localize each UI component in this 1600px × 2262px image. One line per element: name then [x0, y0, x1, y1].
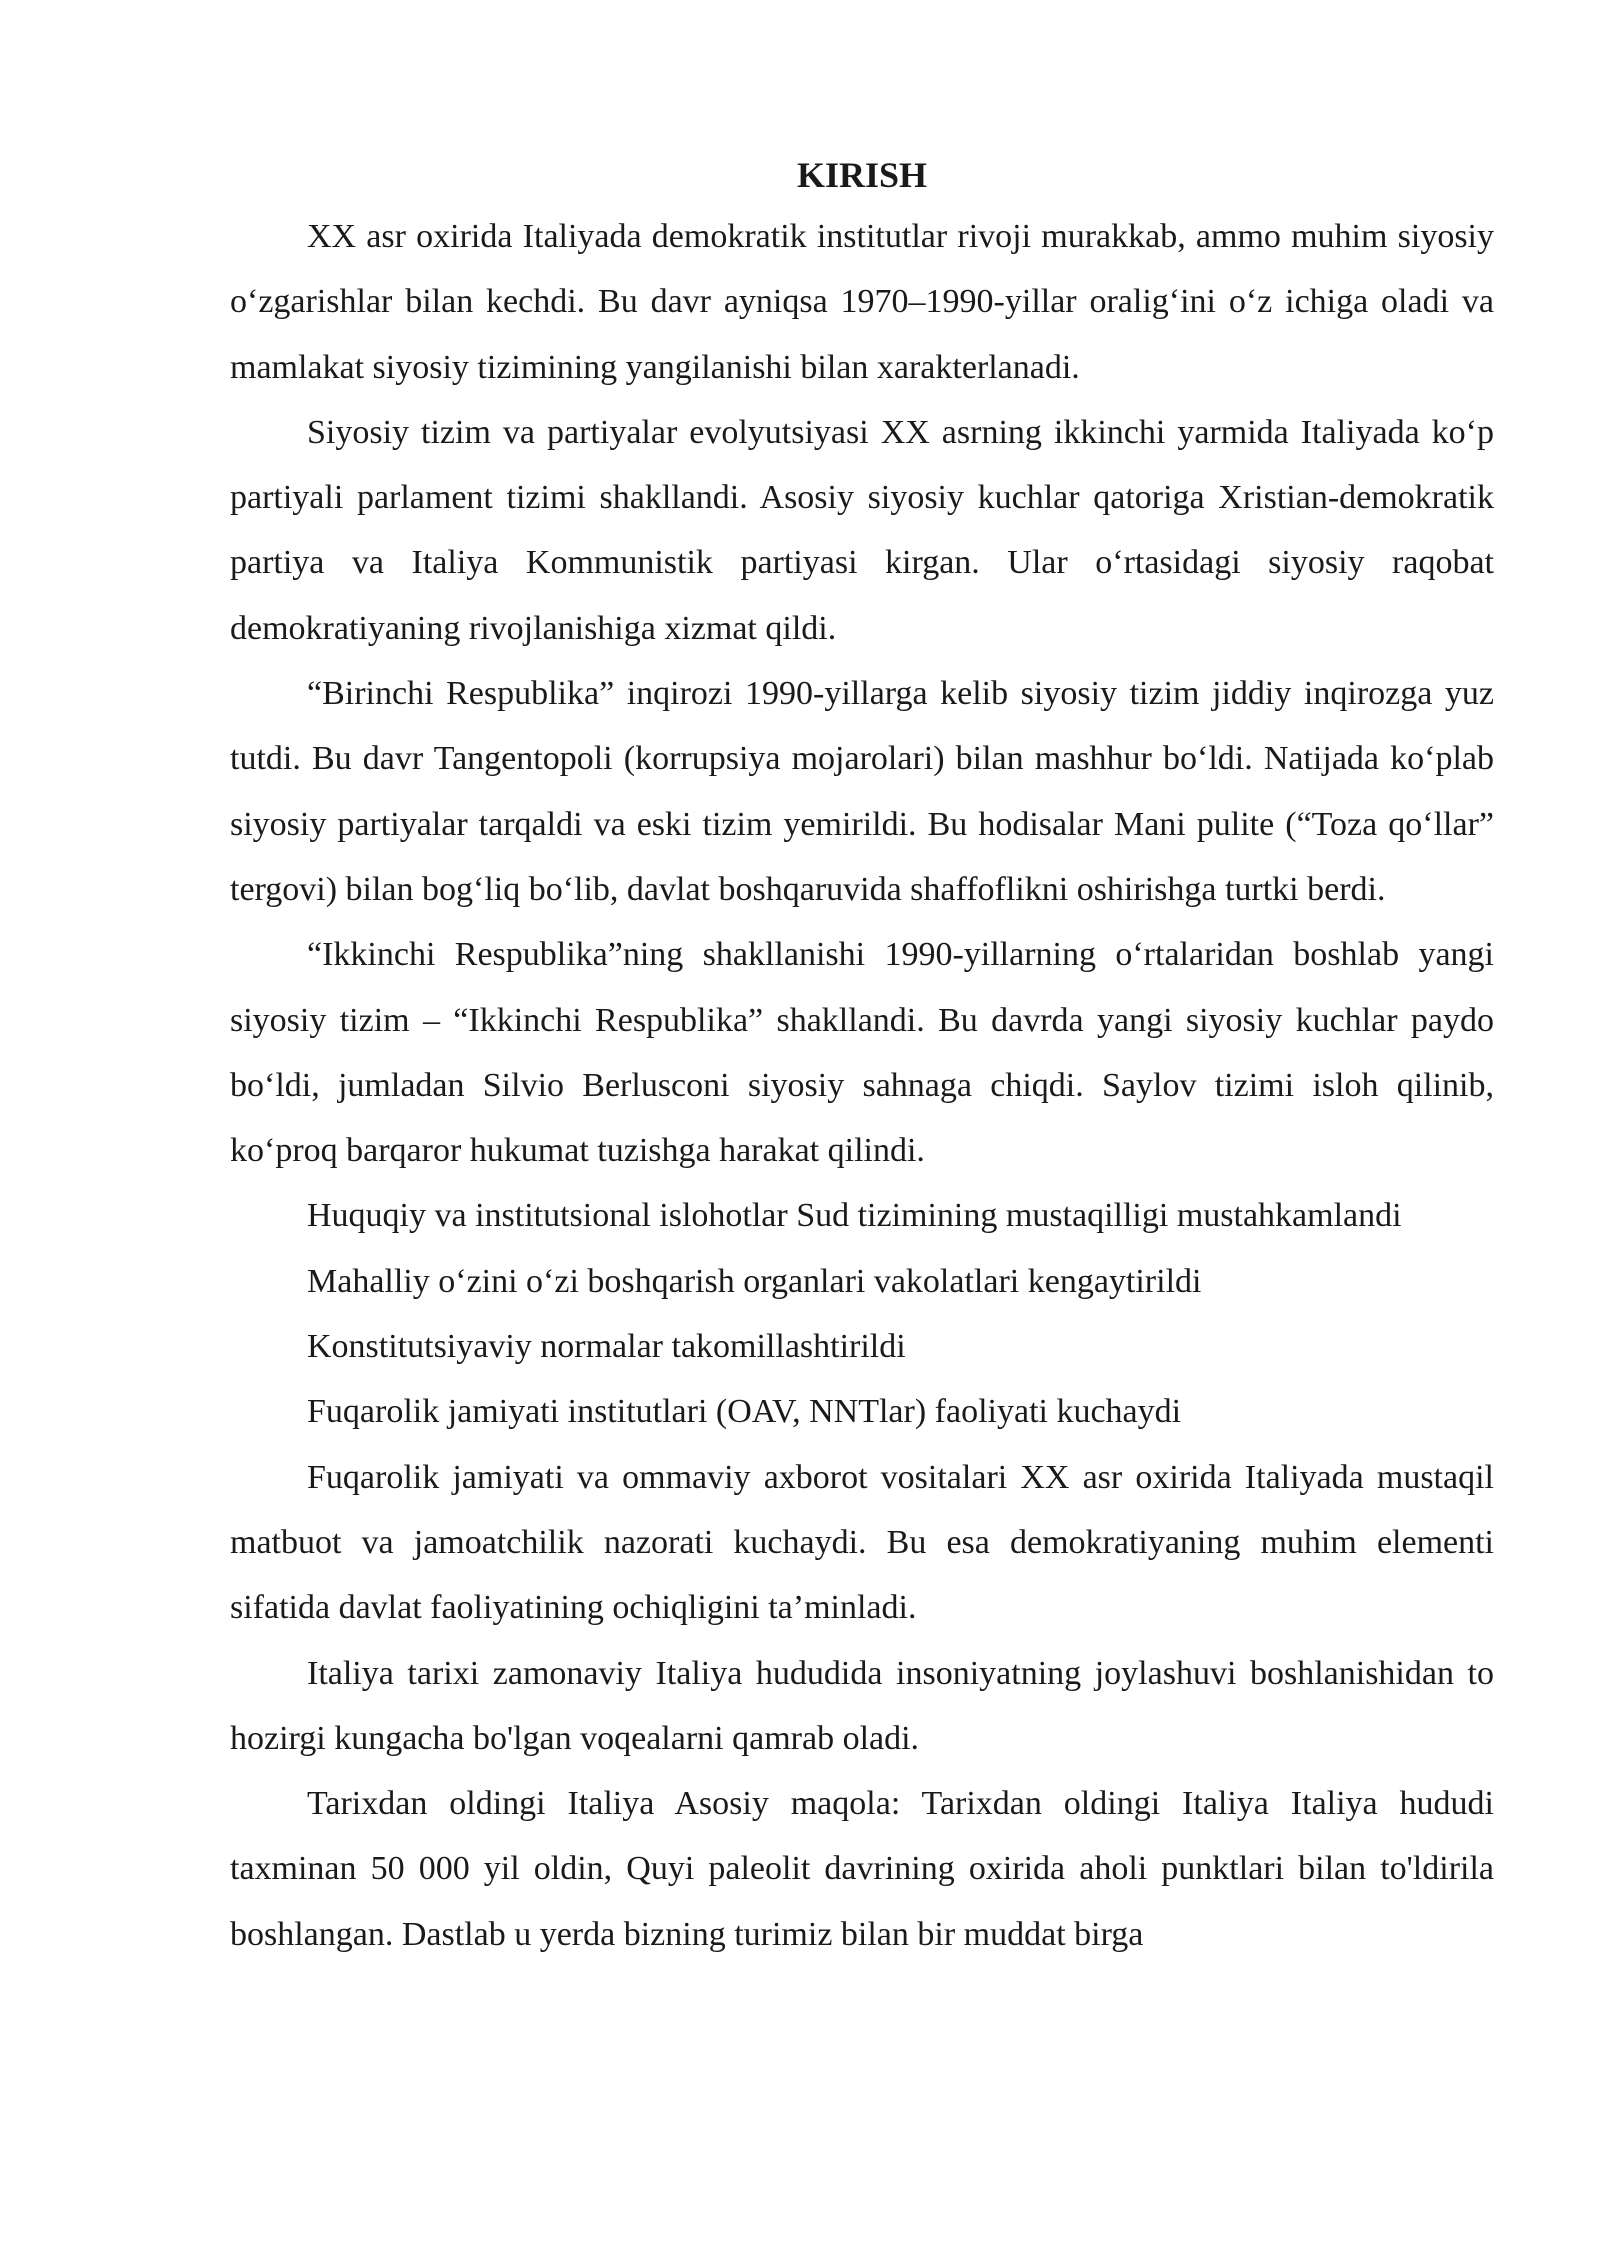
paragraph: Mahalliy o‘zini o‘zi boshqarish organlari vakolatlari kengaytirildi — [307, 1262, 1202, 1300]
paragraph: Fuqarolik jamiyati institutlari (OAV, NNTlar) faoliyati kuchaydi — [307, 1393, 1182, 1431]
document-page — [230, 150, 1494, 1967]
paragraph: Fuqarolik jamiyati va ommaviy axborot vositalari XX asr oxirida Italiyada mustaqil matbuot va jamoatchilik nazorati kuchaydi. Bu esa demokratiyaning muhim elementi sifatida davlat faoliyatining ochiqligini ta’minladi. — [230, 1458, 1494, 1627]
paragraph: Italiya tarixi zamonaviy Italiya hududida insoniyatning joylashuvi boshlanishidan to hozirgi kungacha bo'lgan voqealarni qamrab oladi. — [230, 1654, 1494, 1757]
paragraph: “Ikkinchi Respublika”ning shakllanishi 1990-yillarning o‘rtalaridan boshlab yangi siyosiy tizim – “Ikkinchi Respublika” shakllandi. Bu davrda yangi siyosiy kuchlar paydo bo‘ldi, jumladan Silvio Berlusconi siyosiy sahnaga chiqdi. Saylov tizimi isloh qilinib, ko‘proq barqaror hukumat tuzishga harakat qilindi. — [230, 936, 1494, 1170]
paragraph: Konstitutsiyaviy normalar takomillashtirildi — [307, 1328, 906, 1366]
paragraph: XX asr oxirida Italiyada demokratik institutlar rivoji murakkab, ammo muhim siyosiy o‘zgarishlar bilan kechdi. Bu davr ayniqsa 1970–1990-yillar oralig‘ini o‘z ichiga oladi va mamlakat siyosiy tizimining yangilanishi bilan xarakterlanadi. — [230, 218, 1494, 386]
paragraph: Tarixdan oldingi Italiya Asosiy maqola: Tarixdan oldingi Italiya Italiya hududi taxminan 50 000 yil oldin, Quyi paleolit davrining oxirida aholi punktlari bilan to'ldirila boshlangan. Dastlab u yerda bizning turimiz bilan bir muddat birga — [230, 1785, 1494, 1953]
page-title: KIRISH — [796, 155, 928, 195]
paragraph: Huquqiy va institutsional islohotlar Sud tizimining mustaqilligi mustahkamlandi — [307, 1197, 1402, 1235]
paragraph: Siyosiy tizim va partiyalar evolyutsiyasi XX asrning ikkinchi yarmida Italiyada ko‘p partiyali parlament tizimi shakllandi. Asosiy siyosiy kuchlar qatoriga Xristian-demokratik partiya va Italiya Kommunistik partiyasi kirgan. Ular o‘rtasidagi siyosiy raqobat demokratiyaning rivojlanishiga xizmat qildi. — [230, 413, 1494, 647]
paragraph: “Birinchi Respublika” inqirozi 1990-yillarga kelib siyosiy tizim jiddiy inqirozga yuz tutdi. Bu davr Tangentopoli (korrupsiya mojarolari) bilan mashhur bo‘ldi. Natijada ko‘plab siyosiy partiyalar tarqaldi va eski tizim yemirildi. Bu hodisalar Mani pulite (“Toza qo‘llar” tergovi) bilan bog‘liq bo‘lib, davlat boshqaruvida shaffoflikni oshirishga turtki berdi. — [230, 675, 1494, 908]
